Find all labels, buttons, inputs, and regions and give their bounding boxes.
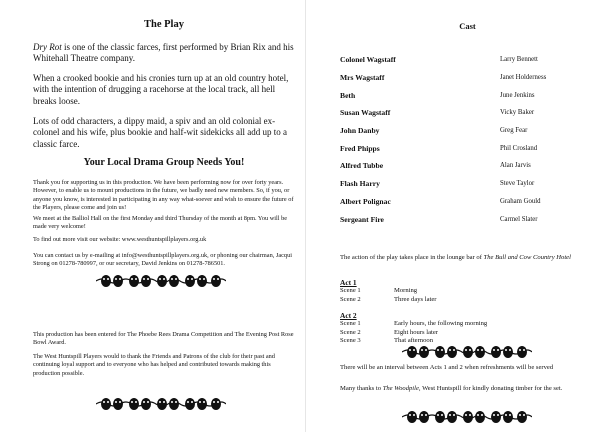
thanks-info: The West Huntspill Players would to thank the Friends and Patrons of the club for their past and continuing loyal support and to everyone who has helped and contributed towards making this production possible. bbox=[33, 353, 275, 377]
meeting-info: We meet at the Balliol Hall on the first Monday and third Thursday of the month at 8pm. You will be made very welcome! bbox=[33, 215, 288, 231]
cast-role: John Danby bbox=[340, 126, 380, 136]
cast-row bbox=[340, 122, 595, 140]
cast-actor: Graham Gould bbox=[500, 197, 541, 205]
cast-role: Alfred Tubbe bbox=[340, 161, 384, 171]
scene-number: Scene 1 bbox=[340, 320, 361, 327]
scene-time: Early hours, the following morning bbox=[394, 320, 488, 327]
scene-number: Scene 2 bbox=[340, 295, 361, 303]
cast-actor: Steve Taylor bbox=[500, 180, 535, 188]
scene-time: Eight hours later bbox=[394, 328, 438, 336]
cast-actor: Vicky Baker bbox=[500, 109, 535, 117]
website-info: To find out more visit our website: www.westhuntspillplayers.org.uk bbox=[33, 236, 207, 243]
scene-row bbox=[340, 320, 595, 329]
cast-row bbox=[340, 175, 595, 193]
scene-time: Morning bbox=[394, 287, 418, 294]
cast-row bbox=[340, 139, 595, 157]
cast-title: Cast bbox=[459, 21, 476, 31]
cast-row bbox=[340, 157, 595, 175]
recruitment-heading: Your Local Drama Group Needs You! bbox=[83, 157, 245, 168]
interval-info: There will be an interval between Acts 1 and 2 when refreshments will be served bbox=[340, 364, 554, 371]
theatre-masks-icon bbox=[402, 343, 532, 361]
cast-actor: Larry Bennett bbox=[500, 56, 538, 64]
act-1-title: Act 1 bbox=[340, 278, 357, 287]
play-intro-text: is one of the classic farces, first performed by Brian Rix and his Whitehall Theatre company. bbox=[33, 42, 294, 64]
competition-info: This production has been entered for The Phoebe Rees Drama Competition and The Evening Post Rose Bowl Award. bbox=[33, 331, 294, 347]
cast-role: Susan Wagstaff bbox=[340, 108, 391, 118]
theatre-masks-icon bbox=[96, 272, 226, 290]
scene-number: Scene 1 bbox=[340, 287, 361, 294]
left-mask-border-bottom bbox=[96, 395, 226, 413]
play-synopsis: When a crooked bookie and his cronies turn up at an old country hotel, with the intention of drugging a racehorse at the local track, all hell breaks loose. bbox=[33, 73, 289, 106]
cast-actor: June Jenkins bbox=[500, 91, 535, 99]
cast-row bbox=[340, 51, 595, 69]
scene-row bbox=[340, 296, 595, 305]
cast-role: Albert Polignac bbox=[340, 196, 391, 206]
cast-role: Flash Harry bbox=[340, 179, 380, 189]
set-thanks-name: The Woodpile bbox=[382, 385, 419, 392]
set-thanks-intro: Many thanks to bbox=[340, 385, 383, 392]
scene-row bbox=[340, 287, 595, 296]
theatre-masks-icon bbox=[96, 395, 226, 413]
act-2 bbox=[340, 311, 595, 346]
page-spine bbox=[305, 0, 306, 432]
set-thanks-rest: , West Huntspill for kindly donating timber for the set. bbox=[418, 385, 563, 392]
right-mask-border-top bbox=[402, 343, 532, 361]
contact-info: You can contact us by e-mailing at info@westhuntspillplayers.org.uk, or phoning our chairman, Jacqui Strong on 01278-780997, or our secretary, David Jenkins on 01278-786501. bbox=[33, 252, 292, 268]
scene-time: Three days later bbox=[394, 295, 437, 303]
cast-actor: Carmel Slater bbox=[500, 215, 538, 223]
play-title: The Play bbox=[144, 19, 184, 30]
theatre-masks-icon bbox=[402, 408, 532, 426]
play-name: Dry Rot bbox=[33, 42, 62, 52]
right-mask-border-bottom bbox=[402, 408, 532, 426]
cast-row bbox=[340, 69, 595, 87]
scene-time: That afternoon bbox=[394, 337, 433, 345]
cast-role: Beth bbox=[340, 90, 356, 100]
act-2-title: Act 2 bbox=[340, 311, 357, 320]
play-intro bbox=[33, 42, 295, 65]
cast-actor: Phil Crosland bbox=[500, 144, 538, 152]
cast-actor: Alan Jarvis bbox=[500, 162, 531, 170]
left-mask-border-top bbox=[96, 272, 226, 290]
cast-list bbox=[340, 51, 595, 228]
play-characters: Lots of odd characters, a dippy maid, a spiv and an old colonial ex-colonel and his wife, plus bookie and half-wit sidekicks all add up to a classic farce. bbox=[33, 116, 287, 149]
setting-text bbox=[340, 254, 595, 263]
setting-place: The Bull and Cow Country Hotel bbox=[483, 254, 571, 261]
setting-intro: The action of the play takes place in the lounge bar of bbox=[340, 254, 484, 261]
cast-actor: Janet Holderness bbox=[500, 74, 547, 82]
act-1 bbox=[340, 278, 595, 304]
scene-number: Scene 2 bbox=[340, 328, 361, 336]
cast-row bbox=[340, 86, 595, 104]
cast-role: Colonel Wagstaff bbox=[340, 55, 396, 65]
scene-row bbox=[340, 329, 595, 338]
cast-role: Fred Phipps bbox=[340, 143, 380, 153]
recruitment-text: Thank you for supporting us in this production. We have been performing now for over forty years. However, to enable us to mount productions in the future, we badly need new members. So, if you, or anyone you know, is interested in participating in any way what-soever and wish to ensure the future of the Players, please come and join us! bbox=[33, 179, 294, 212]
scene-number: Scene 3 bbox=[340, 337, 361, 345]
cast-actor: Greg Fear bbox=[500, 127, 528, 135]
cast-role: Mrs Wagstaff bbox=[340, 73, 385, 83]
set-thanks bbox=[340, 385, 595, 394]
cast-role: Sergeant Fire bbox=[340, 214, 384, 224]
cast-row bbox=[340, 193, 595, 211]
cast-row bbox=[340, 210, 595, 228]
cast-row bbox=[340, 104, 595, 122]
